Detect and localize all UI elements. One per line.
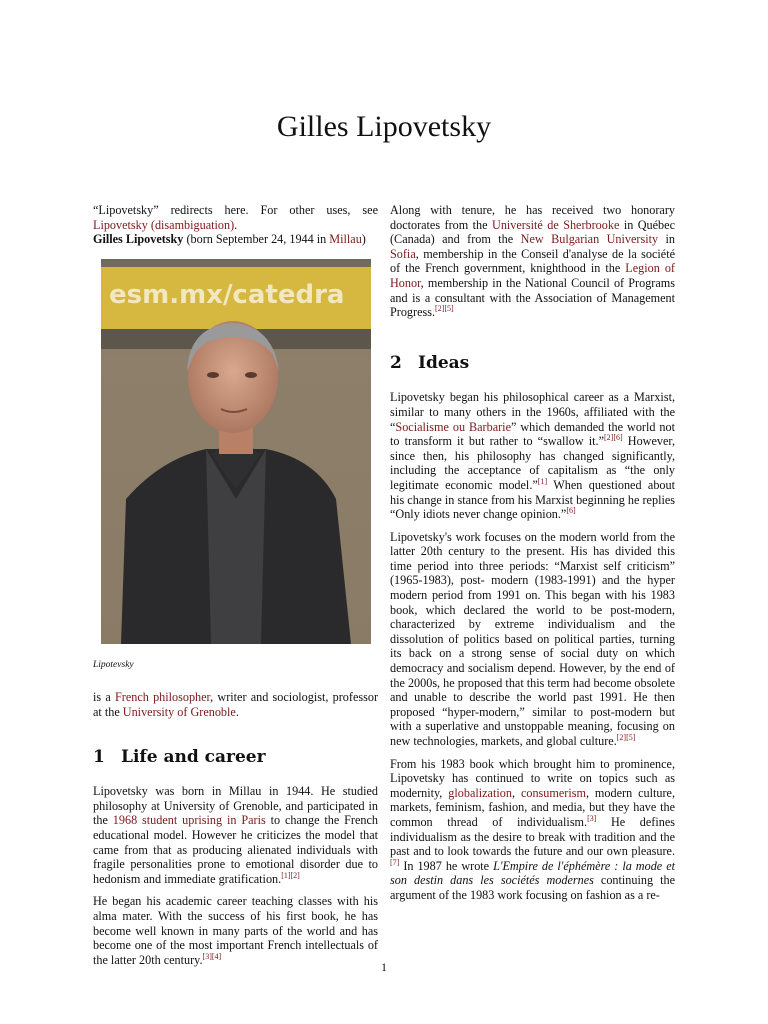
paragraph xyxy=(390,390,675,521)
body-text: From his 1983 book which brought him to prominence, Lipovetsky has continued to write on topics such as modernity, xyxy=(390,756,675,800)
body-text: , membership in the National Council of Programs and is a consultant with the Association of Management Progress. xyxy=(390,275,675,320)
body-text: Lipovetsky's work focuses on the modern world from the latter 20th century to the present. His has divided this time period into three periods: “Marxist self criticism” (1965-1983), post- modern (1983-1991) and the hyper modern period from 1991 on. This began with his 1983 book, which declared the world to be post-modern, characterized by extreme individualism and the dissolution of politics based on political parties, turning its back on a strong sense of social duty on which democracy and socialism depend. However, by the end of the 2000s, he proposed that this term had become obsolete and unable to describe the world past 1991. He then proposed “hyper-modern,” similar to post-modern but with a superlative and unstoppable meaning, focusing on new technologies, markets, and global culture. xyxy=(390,529,675,748)
body-text: , xyxy=(511,785,521,800)
subject-name: Gilles Lipovetsky xyxy=(93,232,184,247)
socialisme-ou-barbarie-link[interactable]: Socialisme ou Barbarie xyxy=(395,419,511,434)
body-text: in xyxy=(658,232,675,247)
section-number: 2 xyxy=(390,352,402,373)
birth-info: (born September 24, 1944 in xyxy=(183,232,330,247)
right-column xyxy=(390,203,675,911)
body-text: He defines individualism as the desire to break with tradition and the past and to look towards the future and our own pleasure. xyxy=(390,814,675,859)
university-of-grenoble-link[interactable]: University of Grenoble xyxy=(122,704,236,719)
citation[interactable]: [2][5] xyxy=(435,304,454,314)
consumerism-link[interactable]: consumerism xyxy=(520,785,586,800)
page-title: Gilles Lipovetsky xyxy=(276,110,492,143)
body-text: , membership in the Conseil d'analyse de la société of the French government, knighthood in the xyxy=(390,246,675,276)
section-title: Ideas xyxy=(418,352,470,373)
body-text: When questioned about his change in stance from his Marxist beginning he replies “Only idiots never change opinion.” xyxy=(390,477,675,522)
sherbrooke-link[interactable]: Université de Sherbrooke xyxy=(492,217,620,232)
french-philosopher-link[interactable]: French philosopher xyxy=(115,690,211,705)
lead-text: is a xyxy=(93,690,115,705)
paragraph xyxy=(93,894,378,967)
left-column xyxy=(93,203,378,975)
paragraph xyxy=(390,757,675,903)
lead-text: . xyxy=(235,704,239,719)
body-text: He began his academic career teaching classes with his alma mater. With the success of his first book, he has become well known in many parts of the world and has become one of the most important French intellectuals of the latter 20th century. xyxy=(93,894,378,967)
lead-text: , writer and sociologist, professor at the xyxy=(93,690,378,719)
body-text: In 1987 he wrote xyxy=(399,858,494,873)
sofia-link[interactable]: Sofia xyxy=(390,246,416,261)
lead-paragraph xyxy=(93,690,378,719)
globalization-link[interactable]: globalization xyxy=(448,785,512,800)
paragraph xyxy=(390,530,675,749)
citation[interactable]: [1][2] xyxy=(281,870,300,880)
portrait-photo xyxy=(101,259,371,644)
citation[interactable]: [1] xyxy=(537,476,548,486)
body-text: Along with tenure, he has received two honorary doctorates from the xyxy=(390,203,675,232)
section-title: Life and career xyxy=(121,746,266,767)
image-caption: Lipotevsky xyxy=(93,659,134,670)
citation[interactable]: [2][5] xyxy=(616,733,636,742)
section-number: 1 xyxy=(93,746,105,767)
hatnote-text: “Lipovetsky” redirects here. For other uses, see xyxy=(93,203,378,217)
new-bulgarian-university-link[interactable]: New Bulgarian University xyxy=(520,232,659,247)
citation[interactable]: [7] xyxy=(390,857,400,867)
banner-text: esm.mx/catedra xyxy=(109,279,345,310)
body-text: to change the French educational model. However he criticizes the model that came from that as producing alienated individuals with fragile personalities prone to emotional disorder due to hedonism and immediate gratification. xyxy=(93,813,378,886)
disambiguation-link[interactable]: Lipovetsky (disambiguation) xyxy=(93,217,235,232)
book-title: L'Empire de l'éphémère : la mode et son destin dans les sociétés modernes xyxy=(390,858,675,888)
paragraph xyxy=(390,203,675,320)
body-text: continuing the argument of the 1983 work focusing on fashion as a re- xyxy=(390,873,675,902)
body-text: Lipovetsky began his philosophical career as a Marxist, similar to many others in the 1960s, affiliated with the “ xyxy=(390,390,675,434)
paragraph xyxy=(93,784,378,886)
citation[interactable]: [3] xyxy=(587,813,597,823)
page-number: 1 xyxy=(381,960,387,974)
body-text: However, since then, his philosophy has changed significantly, including the acceptance of capitalism as “the only legitimate economic model.” xyxy=(390,434,675,492)
student-uprising-link[interactable]: 1968 student uprising in Paris xyxy=(112,813,266,828)
citation[interactable]: [2][6] xyxy=(604,433,623,443)
citation[interactable]: [3][4] xyxy=(202,951,222,961)
body-text: , modern culture, markets, feminism, fashion, and media, but they have the common thread of individualism. xyxy=(390,785,675,829)
body-text: in Québec (Canada) and from the xyxy=(390,217,675,247)
birth-info-close: ) xyxy=(361,232,366,247)
body-text: ” which demanded the world not to transform it but rather to “swallow it.” xyxy=(390,419,675,449)
section-heading-life xyxy=(93,746,378,767)
hatnote xyxy=(93,203,378,247)
section-heading-ideas xyxy=(390,352,675,373)
body-text: Lipovetsky was born in Millau in 1944. He studied philosophy at University of Grenoble, and participated in the xyxy=(93,784,378,828)
millau-link[interactable]: Millau xyxy=(329,232,362,247)
citation[interactable]: [6] xyxy=(566,506,576,516)
legion-of-honor-link[interactable]: Legion of Honor xyxy=(390,261,675,290)
hatnote-suffix: . xyxy=(234,217,238,232)
